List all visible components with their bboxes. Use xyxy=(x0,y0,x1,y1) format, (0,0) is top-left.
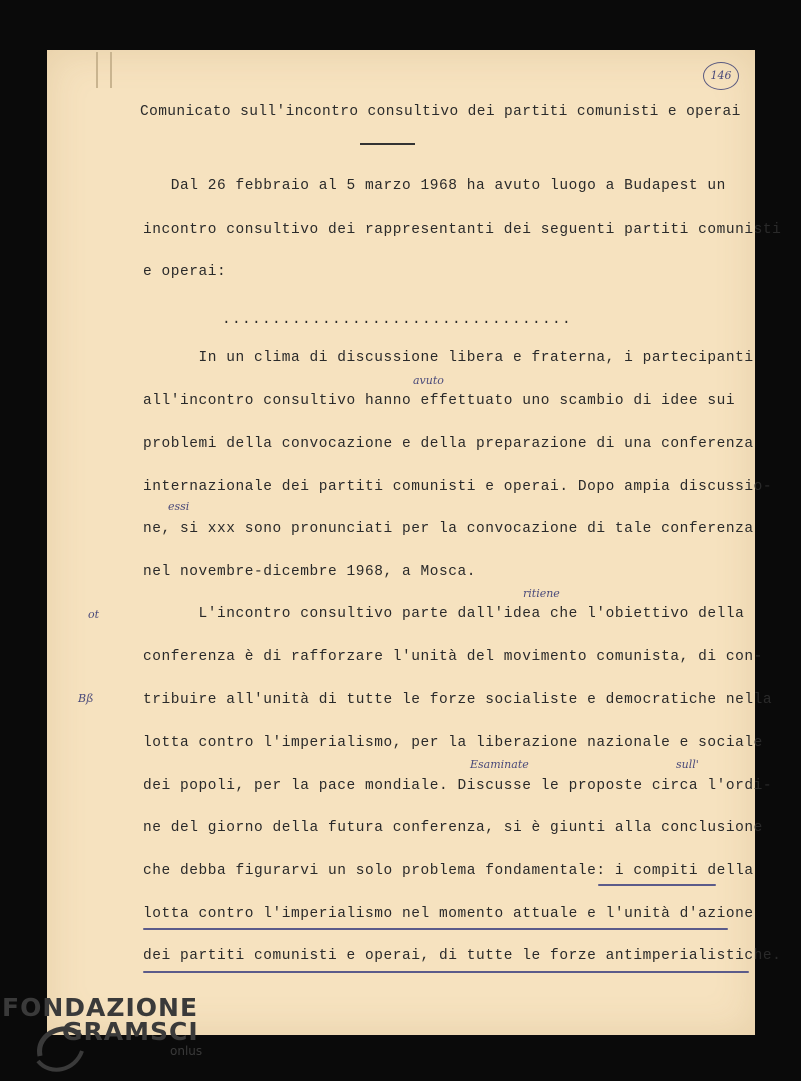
logo-gramsci: GRAMSCI xyxy=(62,1017,199,1046)
omission-dots: ................................... xyxy=(222,312,573,328)
handwritten-annotation: Esaminate xyxy=(470,758,529,771)
ink-underline xyxy=(143,928,728,930)
margin-annotation: ot xyxy=(88,608,100,621)
page-number-stamp: 146 xyxy=(703,62,739,90)
text-line: che debba figurarvi un solo problema fondamentale: i compiti della xyxy=(143,863,754,879)
handwritten-annotation: sull' xyxy=(676,758,699,771)
margin-annotation: Bß xyxy=(78,692,94,705)
text-line: L'incontro consultivo parte dall'idea che l'obiettivo della xyxy=(143,606,745,622)
document-page xyxy=(47,50,782,1035)
text-line: dei partiti comunisti e operai, di tutte le forze antimperialistiche. xyxy=(143,948,782,964)
ink-underline xyxy=(143,971,749,973)
handwritten-annotation: essi xyxy=(168,500,190,513)
text-line: problemi della convocazione e della preparazione di una conferenza xyxy=(143,436,754,452)
text-line: internazionale dei partiti comunisti e operai. Dopo ampia discussio- xyxy=(143,479,773,495)
text-line: lotta contro l'imperialismo, per la liberazione nazionale e sociale xyxy=(143,735,763,751)
text-line: incontro consultivo dei rappresentanti dei seguenti partiti comunisti xyxy=(143,222,782,238)
text-line: all'incontro consultivo hanno effettuato uno scambio di idee sui xyxy=(143,393,736,409)
text-line: ne del giorno della futura conferenza, si è giunti alla conclusione xyxy=(143,820,763,836)
text-line: In un clima di discussione libera e fraterna, i partecipanti xyxy=(143,350,754,366)
text-line: ne, si xxx sono pronunciati per la convocazione di tale conferenza xyxy=(143,521,754,537)
text-line: nel novembre-dicembre 1968, a Mosca. xyxy=(143,564,477,580)
text-line: dei popoli, per la pace mondiale. Discusse le proposte circa l'ordi- xyxy=(143,778,773,794)
ink-underline xyxy=(598,884,716,886)
handwritten-annotation: ritiene xyxy=(523,587,560,600)
logo-onlus: onlus xyxy=(170,1044,203,1058)
fondazione-gramsci-logo xyxy=(2,993,212,1063)
logo-fondazione: FONDAZIONE xyxy=(2,993,199,1022)
text-line: tribuire all'unità di tutte le forze socialiste e democratiche nella xyxy=(143,692,773,708)
text-line: lotta contro l'imperialismo nel momento attuale e l'unità d'azione xyxy=(143,906,754,922)
text-line: Dal 26 febbraio al 5 marzo 1968 ha avuto luogo a Budapest un xyxy=(143,178,726,194)
text-line: conferenza è di rafforzare l'unità del movimento comunista, di con- xyxy=(143,649,763,665)
handwritten-annotation: avuto xyxy=(413,374,444,387)
document-title: Comunicato sull'incontro consultivo dei partiti comunisti e operai xyxy=(140,104,741,120)
title-underline xyxy=(360,143,415,145)
staple-mark xyxy=(96,52,112,88)
text-line: e operai: xyxy=(143,264,227,280)
